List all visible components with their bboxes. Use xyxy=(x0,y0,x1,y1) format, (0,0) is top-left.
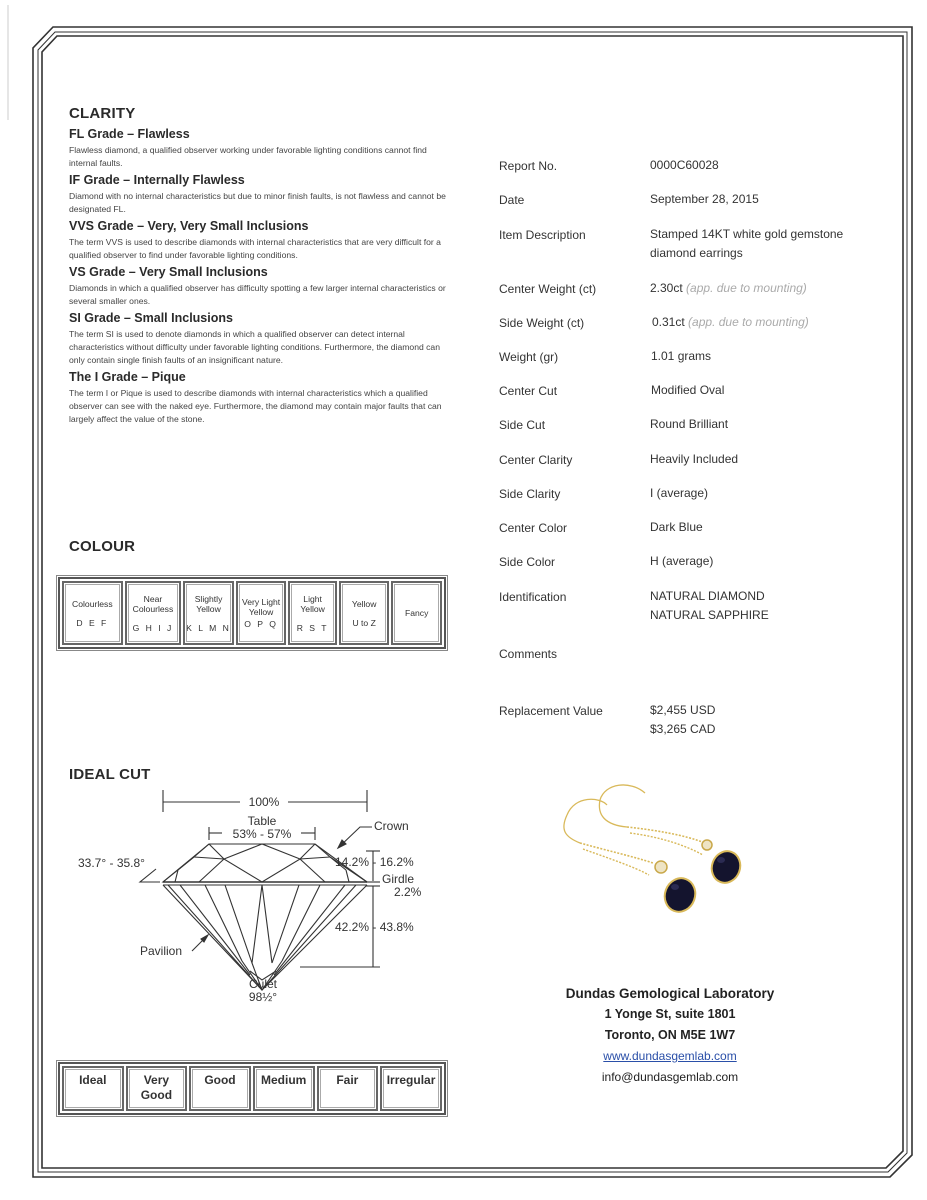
item-description-line2: diamond earrings xyxy=(650,246,743,260)
grade-title: The I Grade – Pique xyxy=(69,370,186,384)
clarity-grade xyxy=(69,264,449,308)
side-weight xyxy=(652,313,809,332)
side-weight-value: 0.31ct xyxy=(652,315,685,329)
clarity-grade xyxy=(69,126,449,170)
colour-name: Colourless xyxy=(72,598,113,609)
colour-grades: U to Z xyxy=(352,617,376,628)
lab-address-line2: Toronto, ON M5E 1W7 xyxy=(604,1028,736,1042)
side-diamond xyxy=(702,840,712,850)
diamond-proportions-diagram xyxy=(70,785,450,1010)
grade-description: Diamond with no internal characteristics but due to minor finish faults, is not flawless and cannot be designated FL. xyxy=(69,191,446,214)
colour-grades: R S T xyxy=(296,622,329,633)
colour-scale-table xyxy=(58,577,446,649)
colour-cell xyxy=(288,581,337,645)
pavilion-depth: 42.2% - 43.8% xyxy=(335,920,414,934)
colour-name: Slightly Yellow xyxy=(194,593,223,614)
sapphire-stone xyxy=(707,847,744,887)
item-description-line1: Stamped 14KT white gold gemstone xyxy=(650,227,844,241)
side-diamond xyxy=(655,861,667,873)
colour-grades: O P Q xyxy=(244,619,278,629)
crown-height: 14.2% - 16.2% xyxy=(335,855,414,869)
clarity-grade xyxy=(69,369,449,426)
field-label: Side Clarity xyxy=(499,487,561,501)
grade-title: VS Grade – Very Small Inclusions xyxy=(69,265,268,279)
field-label: Weight (gr) xyxy=(499,350,559,364)
cut-grade-cell: Medium xyxy=(253,1066,315,1111)
culet-angle: 98½° xyxy=(248,990,278,1004)
colour-name: Very Light Yellow xyxy=(241,597,281,617)
cut-grade-table xyxy=(58,1062,446,1115)
cut-grade-cell: Good xyxy=(189,1066,251,1111)
center-color: Dark Blue xyxy=(650,520,703,534)
colour-cell xyxy=(62,581,123,645)
field-label: Item Description xyxy=(499,228,586,242)
grade-description: The term I or Pique is used to describe diamonds with internal characteristics which a qualified observer can see with the naked eye. Furthermore, the diamond may contain major faults that can largely affect the value of the stone. xyxy=(69,388,442,424)
ideal-cut-title: IDEAL CUT xyxy=(69,766,151,783)
grade-description: Diamonds in which a qualified observer has difficulty spotting a few larger internal characteristics or several smaller ones. xyxy=(69,283,446,306)
girdle-value: 2.2% xyxy=(394,885,422,899)
colour-cell xyxy=(183,581,234,645)
colour-grades: D E F xyxy=(76,617,109,628)
field-label: Identification xyxy=(499,590,567,604)
clarity-grade xyxy=(69,172,449,216)
culet-label: Culet xyxy=(248,977,278,991)
grade-title: IF Grade – Internally Flawless xyxy=(69,173,245,187)
crown-label: Crown xyxy=(374,819,409,833)
field-label: Center Clarity xyxy=(499,453,573,467)
side-clarity: I (average) xyxy=(650,486,709,500)
side-cut: Round Brilliant xyxy=(650,417,729,431)
replacement-value-cad: $3,265 CAD xyxy=(650,722,716,736)
field-label: Date xyxy=(499,193,525,207)
replacement-value-usd: $2,455 USD xyxy=(650,703,716,717)
center-cut: Modified Oval xyxy=(651,383,725,397)
side-weight-note: (app. due to mounting) xyxy=(688,315,809,329)
colour-name: Near Colourless xyxy=(132,593,174,614)
pavilion-label: Pavilion xyxy=(140,944,183,958)
field-label: Side Weight (ct) xyxy=(499,316,585,330)
colour-name: Yellow xyxy=(351,598,377,609)
clarity-grade xyxy=(69,310,449,367)
table-range: 53% - 57% xyxy=(232,827,292,841)
identification-line1: NATURAL DIAMOND xyxy=(650,589,765,603)
clarity-title: CLARITY xyxy=(69,105,136,122)
girdle-label: Girdle xyxy=(382,872,415,886)
field-label: Comments xyxy=(499,647,558,661)
identification-line2: NATURAL SAPPHIRE xyxy=(650,608,769,622)
field-label: Center Color xyxy=(499,521,568,535)
colour-cell xyxy=(391,581,442,645)
crown-angle: 33.7° - 35.8° xyxy=(78,856,145,870)
field-label: Center Weight (ct) xyxy=(499,282,597,296)
report-number: 0000C60028 xyxy=(650,158,719,172)
side-color: H (average) xyxy=(650,554,714,568)
lab-name: Dundas Gemological Laboratory xyxy=(565,986,775,1001)
ear-hook xyxy=(600,785,645,800)
grade-description: The term VVS is used to describe diamonds with internal characteristics that are very difficult for a qualified observer to find under favorable lighting conditions. xyxy=(69,237,441,260)
colour-name: Light Yellow xyxy=(300,593,325,614)
colour-cell xyxy=(125,581,182,645)
field-label: Replacement Value xyxy=(499,704,603,718)
clarity-section xyxy=(69,105,449,428)
grade-title: VVS Grade – Very, Very Small Inclusions xyxy=(69,219,309,233)
field-label: Report No. xyxy=(499,159,558,173)
colour-grades: K L M N xyxy=(186,622,231,633)
width-label: 100% xyxy=(248,795,280,809)
lab-email: info@dundasgemlab.com xyxy=(601,1070,739,1084)
sapphire-stone xyxy=(660,874,700,916)
colour-cell xyxy=(339,581,390,645)
colour-title: COLOUR xyxy=(69,538,136,555)
cut-grade-cell: Very Good xyxy=(126,1066,188,1111)
lab-contact xyxy=(520,983,820,1088)
grade-title: FL Grade – Flawless xyxy=(69,127,190,141)
lab-address-line1: 1 Yonge St, suite 1801 xyxy=(604,1007,736,1021)
lab-website-link[interactable]: www.dundasgemlab.com xyxy=(603,1049,737,1063)
center-clarity: Heavily Included xyxy=(650,452,739,466)
diamond-pavilion xyxy=(163,885,367,990)
grade-description: Flawless diamond, a qualified observer working under favorable lighting conditions cannot find internal faults. xyxy=(69,145,427,168)
center-weight xyxy=(650,279,807,298)
field-label: Side Cut xyxy=(499,418,546,432)
report-date: September 28, 2015 xyxy=(650,192,759,206)
colour-cell xyxy=(236,581,287,645)
cut-grade-cell: Ideal xyxy=(62,1066,124,1111)
grade-description: The term SI is used to denote diamonds in which a qualified observer can detect internal characteristics without difficulty under favorable lighting conditions. Furthermore, the diamond can only contain single finish faults of an insignificant nature. xyxy=(69,329,440,365)
weight-grams: 1.01 grams xyxy=(651,349,712,363)
colour-name: Fancy xyxy=(405,608,429,618)
colour-grades: G H I J xyxy=(132,622,174,633)
field-label: Side Color xyxy=(499,555,556,569)
earrings-photo xyxy=(545,775,785,965)
field-label: Center Cut xyxy=(499,384,558,398)
cut-grade-cell: Irregular xyxy=(380,1066,442,1111)
clarity-grade xyxy=(69,218,449,262)
cut-grade-cell: Fair xyxy=(317,1066,378,1111)
table-label: Table xyxy=(247,814,277,828)
center-weight-note: (app. due to mounting) xyxy=(686,281,807,295)
grade-title: SI Grade – Small Inclusions xyxy=(69,311,233,325)
center-weight-value: 2.30ct xyxy=(650,281,683,295)
